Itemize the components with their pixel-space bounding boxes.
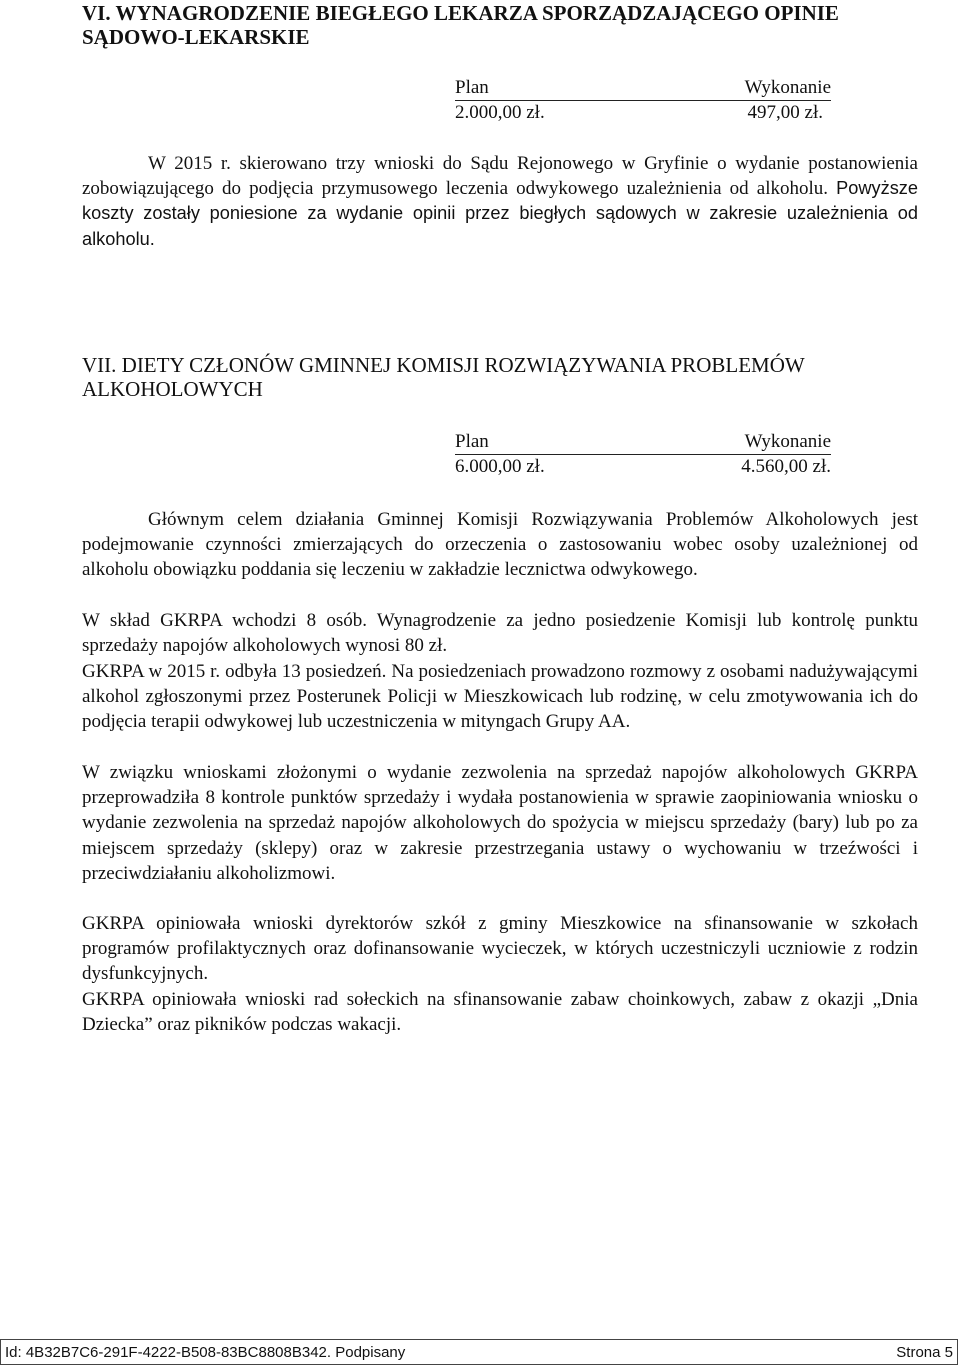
budget-header-row bbox=[455, 430, 831, 455]
section-6-budget-table bbox=[455, 76, 831, 125]
budget-header-row bbox=[455, 76, 831, 101]
section-6-paragraph-sans-text: Powyższe koszty zostały poniesione za wydanie opinii przez biegłych sądowych w zakresie uzależnienia od alkoholu. bbox=[82, 178, 918, 249]
section-7-heading: VII. DIETY CZŁONÓW GMINNEJ KOMISJI ROZWIĄZYWANIA PROBLEMÓW ALKOHOLOWYCH bbox=[82, 353, 805, 401]
budget-values-row bbox=[455, 101, 831, 125]
plan-value: 6.000,00 zł. bbox=[455, 456, 545, 477]
section-7-paragraph-meetings: GKRPA w 2015 r. odbyła 13 posiedzeń. Na posiedzeniach prowadzono rozmowy z osobami nadużywającymi alkohol zgłoszonymi przez Posterunek Policji w Mieszkowicach lub rodzinę, w celu zmotywowania ich do podjęcia terapii odwykowej lub uczestniczenia w mityngach Grupy AA. bbox=[82, 661, 918, 733]
plan-label: Plan bbox=[455, 77, 489, 98]
page-number: Strona 5 bbox=[896, 1344, 953, 1361]
execution-value: 4.560,00 zł. bbox=[741, 456, 831, 477]
page-footer bbox=[0, 1339, 958, 1365]
execution-value: 497,00 zł. bbox=[747, 102, 823, 123]
section-7-paragraph-village-councils: GKRPA opiniowała wnioski rad sołeckich na sfinansowanie zabaw choinkowych, zabaw z okazji „Dnia Dziecka” oraz pikników podczas wakacji. bbox=[82, 989, 918, 1036]
budget-values-row bbox=[455, 455, 831, 479]
execution-label: Wykonanie bbox=[744, 77, 831, 98]
document-id-text: Id: 4B32B7C6-291F-4222-B508-83BC8808B342. Podpisany bbox=[5, 1344, 406, 1361]
section-7-paragraph-goal: Głównym celem działania Gminnej Komisji Rozwiązywania Problemów Alkoholowych jest podejmowanie czynności zmierzających do orzeczenia o zastosowaniu wobec osoby uzależnionej od alkoholu obowiązku poddania się leczeniu w zakładzie lecznictwa odwykowego. bbox=[82, 509, 918, 581]
section-6-paragraph-text: W 2015 r. skierowano trzy wnioski do Sądu Rejonowego w Gryfinie o wydanie postanowienia zobowiązującego do podjęcia przymusowego leczenia odwykowego uzależnienia od alkoholu. bbox=[82, 153, 918, 200]
section-7-paragraph-composition: W skład GKRPA wchodzi 8 osób. Wynagrodzenie za jedno posiedzenie Komisji lub kontrolę punktu sprzedaży napojów alkoholowych wynosi 80 zł. bbox=[82, 610, 918, 657]
execution-label: Wykonanie bbox=[744, 431, 831, 452]
section-7-paragraph-inspections: W związku wnioskami złożonymi o wydanie zezwolenia na sprzedaż napojów alkoholowych GKRPA przeprowadziła 8 kontrole punktów sprzedaży i wydała postanowienia w sprawie zaopiniowania wniosku o wydanie zezwolenia na sprzedaż napojów alkoholowych do spożycia w miejscu sprzedaży (bary) lub po za miejscem sprzedaży (sklepy) oraz w zakresie przestrzegania ustawy o wychowaniu w trzeźwości i przeciwdziałaniu alkoholizmowi. bbox=[82, 762, 918, 884]
section-7-budget-table bbox=[455, 430, 831, 479]
section-6-paragraph bbox=[82, 151, 918, 252]
section-7-paragraph-schools: GKRPA opiniowała wnioski dyrektorów szkół z gminy Mieszkowice na sfinansowanie w szkołach programów profilaktycznych oraz dofinansowanie wycieczek, w których uczestniczyli uczniowie z rodzin dysfunkcyjnych. bbox=[82, 913, 918, 985]
section-6-heading: VI. WYNAGRODZENIE BIEGŁEGO LEKARZA SPORZĄDZAJĄCEGO OPINIE SĄDOWO-LEKARSKIE bbox=[82, 1, 839, 49]
plan-label: Plan bbox=[455, 431, 489, 452]
plan-value: 2.000,00 zł. bbox=[455, 102, 545, 123]
